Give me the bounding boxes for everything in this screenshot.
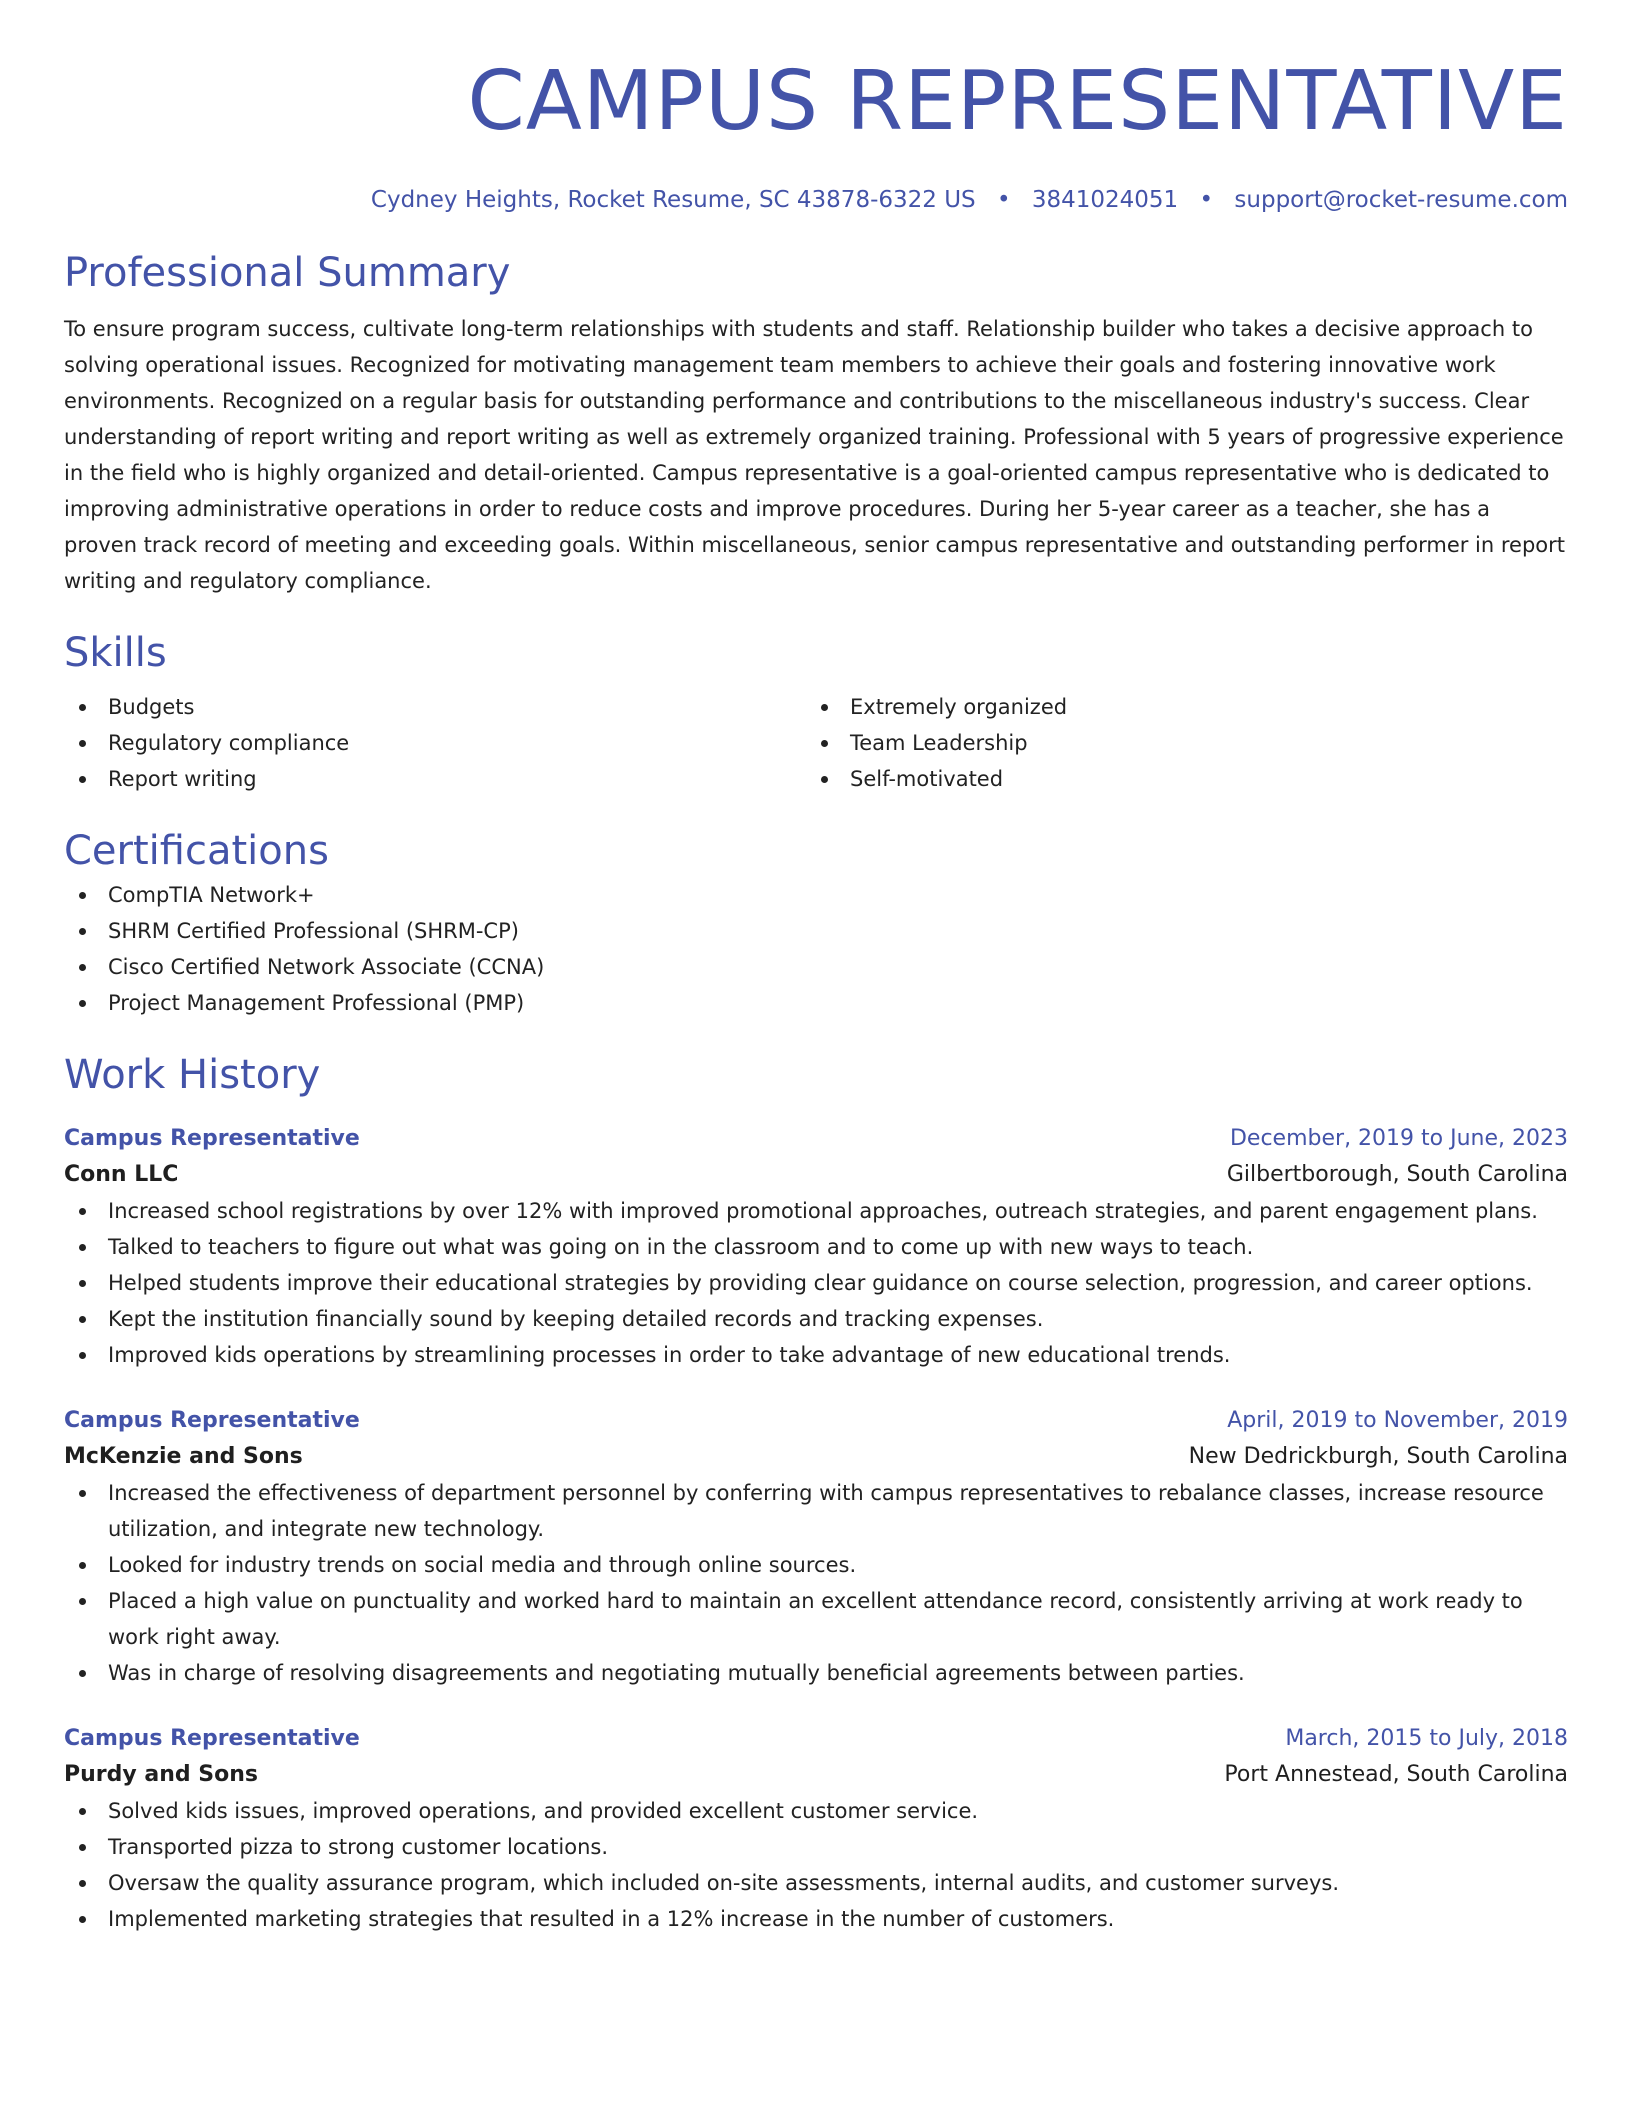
job-bullet: Implemented marketing strategies that resulted in a 12% increase in the number of customers. <box>64 1901 1568 1937</box>
job-bullet: Placed a high value on punctuality and worked hard to maintain an excellent attendance record, consistently arriving at work ready to work right away. <box>64 1583 1568 1655</box>
work-history-heading: Work History <box>64 1052 321 1098</box>
job-bullets <box>64 1475 1568 1691</box>
job-bullet: Kept the institution financially sound by keeping detailed records and tracking expenses. <box>64 1301 1568 1337</box>
job-company: Conn LLC <box>64 1162 179 1187</box>
skill-item: Team Leadership <box>806 725 1568 761</box>
skills-heading: Skills <box>64 630 167 676</box>
job-location: Port Annestead, South Carolina <box>1224 1762 1568 1787</box>
job-company-row <box>64 1157 1568 1193</box>
certification-item: CompTIA Network+ <box>64 877 1568 913</box>
job-bullet: Oversaw the quality assurance program, which included on-site assessments, internal audits, and customer surveys. <box>64 1865 1568 1901</box>
skills-list-right <box>806 689 1568 797</box>
certifications-heading: Certifications <box>64 828 329 874</box>
summary-heading: Professional Summary <box>64 250 511 296</box>
job-entry <box>64 1403 1568 1691</box>
skills-grid <box>64 689 1568 797</box>
job-bullets <box>64 1793 1568 1937</box>
job-bullet: Transported pizza to strong customer locations. <box>64 1829 1568 1865</box>
contact-separator: • <box>1199 187 1214 213</box>
job-title: Campus Representative <box>64 1726 360 1751</box>
job-company-row <box>64 1439 1568 1475</box>
job-title: Campus Representative <box>64 1408 360 1433</box>
contact-separator: • <box>996 187 1011 213</box>
job-bullet: Talked to teachers to figure out what was going on in the classroom and to come up with new ways to teach. <box>64 1229 1568 1265</box>
job-header-row <box>64 1121 1568 1157</box>
certification-item: Project Management Professional (PMP) <box>64 985 1568 1021</box>
job-company: McKenzie and Sons <box>64 1444 303 1469</box>
skill-item: Budgets <box>64 689 806 725</box>
skill-item: Extremely organized <box>806 689 1568 725</box>
job-header-row <box>64 1403 1568 1439</box>
job-dates: December, 2019 to June, 2023 <box>1229 1126 1568 1151</box>
job-entry <box>64 1121 1568 1373</box>
job-bullet: Looked for industry trends on social media and through online sources. <box>64 1547 1568 1583</box>
job-entry <box>64 1721 1568 1937</box>
summary-text: To ensure program success, cultivate long-term relationships with students and staff. Relationship builder who takes a decisive approach to solving operational issues. Recognized for motivating management team members to achieve their goals and fostering innovative work environments. Recognized on a regular basis for outstanding performance and contributions to the miscellaneous industry's success. Clear understanding of report writing and report writing as well as extremely organized training. Professional with 5 years of progressive experience in the field who is highly organized and detail-oriented. Campus representative is a goal-oriented campus representative who is dedicated to improving administrative operations in order to reduce costs and improve procedures. During her 5-year career as a teacher, she has a proven track record of meeting and exceeding goals. Within miscellaneous, senior campus representative and outstanding performer in report writing and regulatory compliance. <box>64 317 1566 593</box>
contact-line <box>64 184 1568 216</box>
certifications-list <box>64 877 1568 1021</box>
job-bullet: Increased the effectiveness of department personnel by conferring with campus representatives to rebalance classes, increase resource utilization, and integrate new technology. <box>64 1475 1568 1547</box>
job-dates: April, 2019 to November, 2019 <box>1227 1408 1568 1433</box>
certification-item: Cisco Certified Network Associate (CCNA) <box>64 949 1568 985</box>
contact-email: support@rocket-resume.com <box>1234 187 1568 213</box>
job-title: Campus Representative <box>64 1126 360 1151</box>
skill-item: Report writing <box>64 761 806 797</box>
job-bullet: Was in charge of resolving disagreements and negotiating mutually beneficial agreements between parties. <box>64 1655 1568 1691</box>
skills-list-left <box>64 689 806 797</box>
certification-item: SHRM Certified Professional (SHRM-CP) <box>64 913 1568 949</box>
job-bullet: Solved kids issues, improved operations, and provided excellent customer service. <box>64 1793 1568 1829</box>
job-location: New Dedrickburgh, South Carolina <box>1188 1444 1568 1469</box>
job-company: Purdy and Sons <box>64 1762 259 1787</box>
skill-item: Self-motivated <box>806 761 1568 797</box>
job-bullet: Increased school registrations by over 12% with improved promotional approaches, outreach strategies, and parent engagement plans. <box>64 1193 1568 1229</box>
job-location: Gilbertborough, South Carolina <box>1226 1162 1568 1187</box>
job-company-row <box>64 1757 1568 1793</box>
job-bullets <box>64 1193 1568 1373</box>
job-bullet: Helped students improve their educational strategies by providing clear guidance on course selection, progression, and career options. <box>64 1265 1568 1301</box>
job-bullet: Improved kids operations by streamlining processes in order to take advantage of new educational trends. <box>64 1337 1568 1373</box>
resume-title: CAMPUS REPRESENTATIVE <box>467 54 1568 149</box>
job-header-row <box>64 1721 1568 1757</box>
job-dates: March, 2015 to July, 2018 <box>1285 1726 1568 1751</box>
skill-item: Regulatory compliance <box>64 725 806 761</box>
contact-phone: 3841024051 <box>1031 187 1179 213</box>
contact-address: Cydney Heights, Rocket Resume, SC 43878-6322 US <box>370 187 976 213</box>
